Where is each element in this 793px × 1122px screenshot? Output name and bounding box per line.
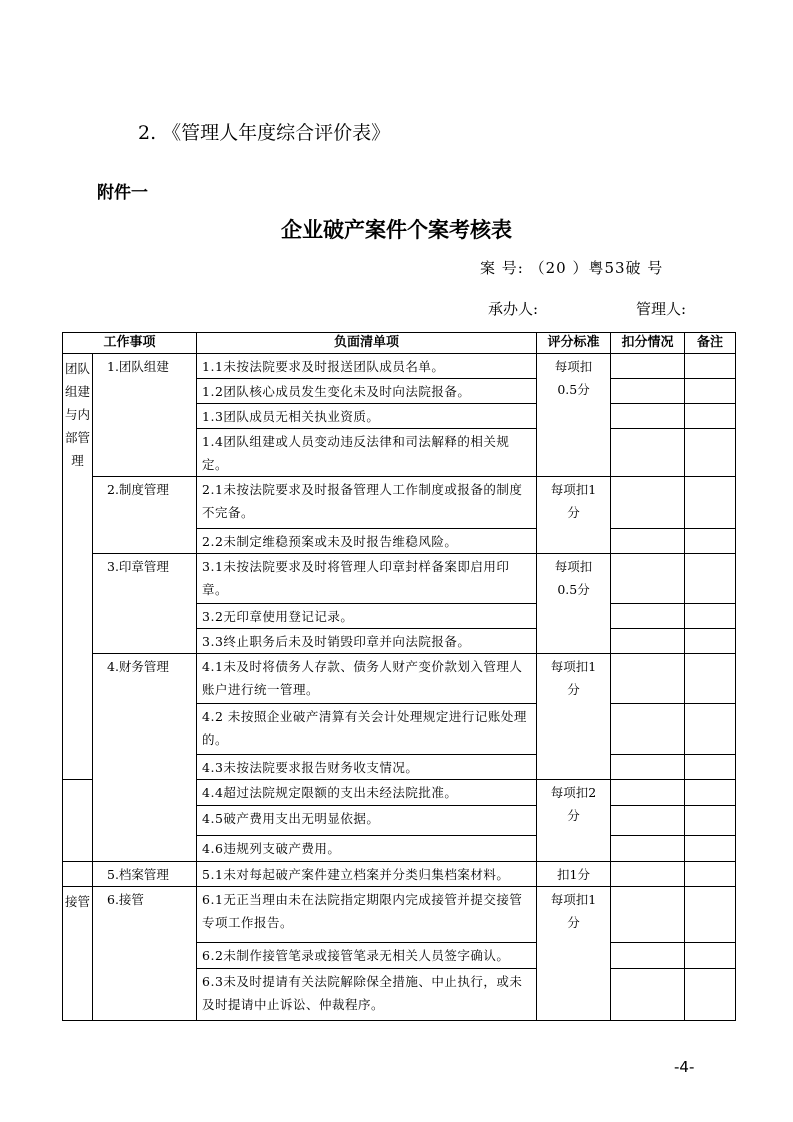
scoring-standard: [537, 862, 611, 887]
score-text: 0.5分: [557, 582, 590, 597]
remarks-cell[interactable]: [685, 604, 736, 629]
deduction-cell[interactable]: [611, 477, 685, 529]
remarks-cell[interactable]: [685, 943, 736, 969]
deduction-cell[interactable]: [611, 654, 685, 704]
score-text: 每项扣1: [550, 659, 597, 674]
negative-item: 3.3终止职务后未及时销毁印章并向法院报备。: [197, 629, 537, 654]
deduction-cell[interactable]: [611, 806, 685, 836]
remarks-cell[interactable]: [685, 654, 736, 704]
negative-item: 3.1未按法院要求及时将管理人印章封样备案即启用印章。: [197, 554, 537, 604]
score-text: 分: [567, 505, 580, 520]
negative-item: 6.2未制作接管笔录或接管笔录无相关人员签字确认。: [197, 943, 537, 969]
document-title: 企业破产案件个案考核表: [281, 218, 512, 242]
deduction-cell[interactable]: [611, 943, 685, 969]
remarks-cell[interactable]: [685, 429, 736, 477]
subcategory-seal-management: 3.印章管理: [93, 554, 197, 654]
subcategory-archive-management: 5.档案管理: [93, 862, 197, 887]
deduction-cell[interactable]: [611, 862, 685, 887]
deduction-cell[interactable]: [611, 404, 685, 429]
case-number: 案 号: （20 ）粤53破 号: [480, 259, 664, 277]
score-text: 每项扣: [554, 359, 593, 374]
deduction-cell[interactable]: [611, 780, 685, 806]
negative-item: 4.1未及时将债务人存款、债务人财产变价款划入管理人账户进行统一管理。: [197, 654, 537, 704]
header-scoring-standard: 评分标准: [537, 333, 611, 354]
remarks-cell[interactable]: [685, 404, 736, 429]
score-text: 分: [567, 915, 580, 930]
deduction-cell[interactable]: [611, 629, 685, 654]
remarks-cell[interactable]: [685, 529, 736, 554]
deduction-cell[interactable]: [611, 836, 685, 862]
category-continuation: [63, 862, 93, 887]
deduction-cell[interactable]: [611, 354, 685, 379]
category-takeover: 接管: [63, 887, 93, 1021]
remarks-cell[interactable]: [685, 806, 736, 836]
remarks-cell[interactable]: [685, 477, 736, 529]
negative-item: 1.1未按法院要求及时报送团队成员名单。: [197, 354, 537, 379]
assessment-table: [62, 332, 736, 1021]
negative-item: 4.3未按法院要求报告财务收支情况。: [197, 755, 537, 780]
negative-item: 4.5破产费用支出无明显依据。: [197, 806, 537, 836]
deduction-cell[interactable]: [611, 704, 685, 755]
deduction-cell[interactable]: [611, 755, 685, 780]
negative-item: 2.1未按法院要求及时报备管理人工作制度或报备的制度不完备。: [197, 477, 537, 529]
negative-item: 1.4团队组建或人员变动违反法律和司法解释的相关规定。: [197, 429, 537, 477]
negative-item: 1.2团队核心成员发生变化未及时向法院报备。: [197, 379, 537, 404]
list-item-2: 2. 《管理人年度综合评价表》: [138, 122, 391, 144]
deduction-cell[interactable]: [611, 379, 685, 404]
remarks-cell[interactable]: [685, 887, 736, 943]
score-text: 每项扣2: [550, 785, 597, 800]
remarks-cell[interactable]: [685, 780, 736, 806]
remarks-cell[interactable]: [685, 354, 736, 379]
deduction-cell[interactable]: [611, 529, 685, 554]
scoring-standard: [537, 554, 611, 654]
header-deduction: 扣分情况: [611, 333, 685, 354]
score-text: 0.5分: [557, 382, 590, 397]
header-remarks: 备注: [685, 333, 736, 354]
negative-item: 4.2 未按照企业破产清算有关会计处理规定进行记账处理的。: [197, 704, 537, 755]
deduction-cell[interactable]: [611, 604, 685, 629]
subcategory-takeover: 6.接管: [93, 887, 197, 1021]
scoring-standard: [537, 477, 611, 554]
remarks-cell[interactable]: [685, 379, 736, 404]
negative-item: 4.6违规列支破产费用。: [197, 836, 537, 862]
deduction-cell[interactable]: [611, 429, 685, 477]
score-text: 每项扣: [554, 559, 593, 574]
deduction-cell[interactable]: [611, 554, 685, 604]
scoring-standard: [537, 780, 611, 862]
remarks-cell[interactable]: [685, 862, 736, 887]
deduction-cell[interactable]: [611, 969, 685, 1021]
scoring-standard: [537, 354, 611, 477]
handler-label: 承办人:: [488, 300, 539, 318]
remarks-cell[interactable]: [685, 554, 736, 604]
remarks-cell[interactable]: [685, 969, 736, 1021]
score-text: 每项扣1: [550, 892, 597, 907]
negative-item: 6.3未及时提请有关法院解除保全措施、中止执行，或未及时提请中止诉讼、仲裁程序。: [197, 969, 537, 1021]
manager-label: 管理人:: [636, 300, 687, 318]
negative-item: 5.1未对每起破产案件建立档案并分类归集档案材料。: [197, 862, 537, 887]
remarks-cell[interactable]: [685, 836, 736, 862]
header-negative-list: 负面清单项: [197, 333, 537, 354]
deduction-cell[interactable]: [611, 887, 685, 943]
score-text: 分: [567, 808, 580, 823]
page-number: -4-: [674, 1058, 695, 1076]
subcategory-system-management: 2.制度管理: [93, 477, 197, 554]
score-text: 每项扣1: [550, 482, 597, 497]
negative-item: 6.1无正当理由未在法院指定期限内完成接管并提交接管专项工作报告。: [197, 887, 537, 943]
scoring-standard: [537, 654, 611, 780]
negative-item: 4.4超过法院规定限额的支出未经法院批准。: [197, 780, 537, 806]
category-continuation: [63, 780, 93, 836]
attachment-label: 附件一: [97, 183, 148, 203]
remarks-cell[interactable]: [685, 755, 736, 780]
negative-item: 1.3团队成员无相关执业资质。: [197, 404, 537, 429]
score-text: 分: [567, 682, 580, 697]
negative-item: 2.2未制定维稳预案或未及时报告维稳风险。: [197, 529, 537, 554]
subcategory-finance-management: 4.财务管理: [93, 654, 197, 862]
remarks-cell[interactable]: [685, 629, 736, 654]
subcategory-team-building: 1.团队组建: [93, 354, 197, 477]
category-team-management: 团队组建与内部管理: [63, 354, 93, 780]
header-work-item: 工作事项: [63, 333, 197, 354]
negative-item: 3.2无印章使用登记记录。: [197, 604, 537, 629]
category-continuation: [63, 836, 93, 862]
scoring-standard: [537, 887, 611, 1021]
remarks-cell[interactable]: [685, 704, 736, 755]
score-text: 扣1分: [557, 867, 590, 882]
